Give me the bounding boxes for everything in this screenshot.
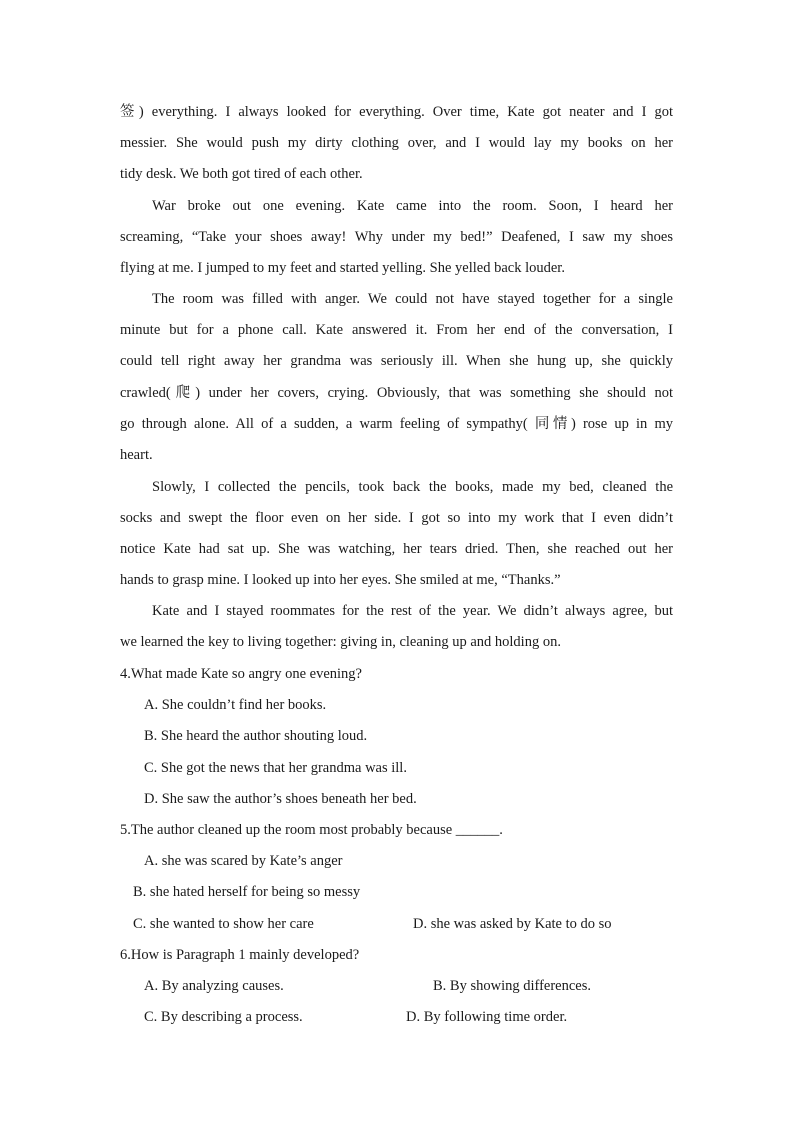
question-6-option-a: A. By analyzing causes.: [144, 978, 284, 994]
question-6-stem: 6.How is Paragraph 1 mainly developed?: [120, 947, 360, 963]
question-6-option-c: C. By describing a process.: [144, 1009, 303, 1025]
passage-line: 签) everything. I always looked for everything. Over time, Kate got neater and I got: [120, 104, 673, 120]
passage-line: Slowly, I collected the pencils, took back the books, made my bed, cleaned the: [152, 479, 673, 495]
question-6-option-d: D. By following time order.: [406, 1009, 568, 1025]
passage-line: War broke out one evening. Kate came into the room. Soon, I heard her: [152, 198, 673, 214]
passage-line: flying at me. I jumped to my feet and started yelling. She yelled back louder.: [120, 260, 565, 276]
question-5-option-b: B. she hated herself for being so messy: [133, 884, 361, 900]
passage-line: minute but for a phone call. Kate answered it. From her end of the conversation, I: [120, 322, 673, 338]
question-4-option-b: B. She heard the author shouting loud.: [144, 728, 368, 744]
question-5-option-a: A. she was scared by Kate’s anger: [144, 853, 343, 869]
passage-line: could tell right away her grandma was seriously ill. When she hung up, she quickly: [120, 353, 673, 369]
question-4-option-c: C. She got the news that her grandma was ill.: [144, 760, 407, 776]
passage-line: heart.: [120, 447, 153, 463]
passage-line: socks and swept the floor even on her side. I got so into my work that I even didn’t: [120, 510, 673, 526]
passage-line: The room was filled with anger. We could not have stayed together for a single: [152, 291, 673, 307]
passage-line: crawled(爬) under her covers, crying. Obviously, that was something she should not: [120, 385, 673, 401]
passage-line: notice Kate had sat up. She was watching, her tears dried. Then, she reached out her: [120, 541, 673, 557]
question-5-option-c: C. she wanted to show her care: [133, 916, 314, 932]
passage-line: hands to grasp mine. I looked up into her eyes. She smiled at me, “Thanks.”: [120, 572, 561, 588]
passage-line: we learned the key to living together: giving in, cleaning up and holding on.: [120, 634, 561, 650]
passage-line: go through alone. All of a sudden, a warm feeling of sympathy( 同情) rose up in my: [120, 416, 673, 432]
question-5-stem: 5.The author cleaned up the room most probably because ______.: [120, 822, 503, 838]
question-5-option-d: D. she was asked by Kate to do so: [413, 916, 612, 932]
passage-line: messier. She would push my dirty clothing over, and I would lay my books on her: [120, 135, 673, 151]
passage-line: Kate and I stayed roommates for the rest of the year. We didn’t always agree, but: [152, 603, 673, 619]
question-6-option-b: B. By showing differences.: [433, 978, 591, 994]
passage-line: tidy desk. We both got tired of each other.: [120, 166, 363, 182]
question-4-option-a: A. She couldn’t find her books.: [144, 697, 327, 713]
passage-line: screaming, “Take your shoes away! Why under my bed!” Deafened, I saw my shoes: [120, 229, 673, 245]
question-4-option-d: D. She saw the author’s shoes beneath her bed.: [144, 791, 417, 807]
question-4-stem: 4.What made Kate so angry one evening?: [120, 666, 362, 682]
